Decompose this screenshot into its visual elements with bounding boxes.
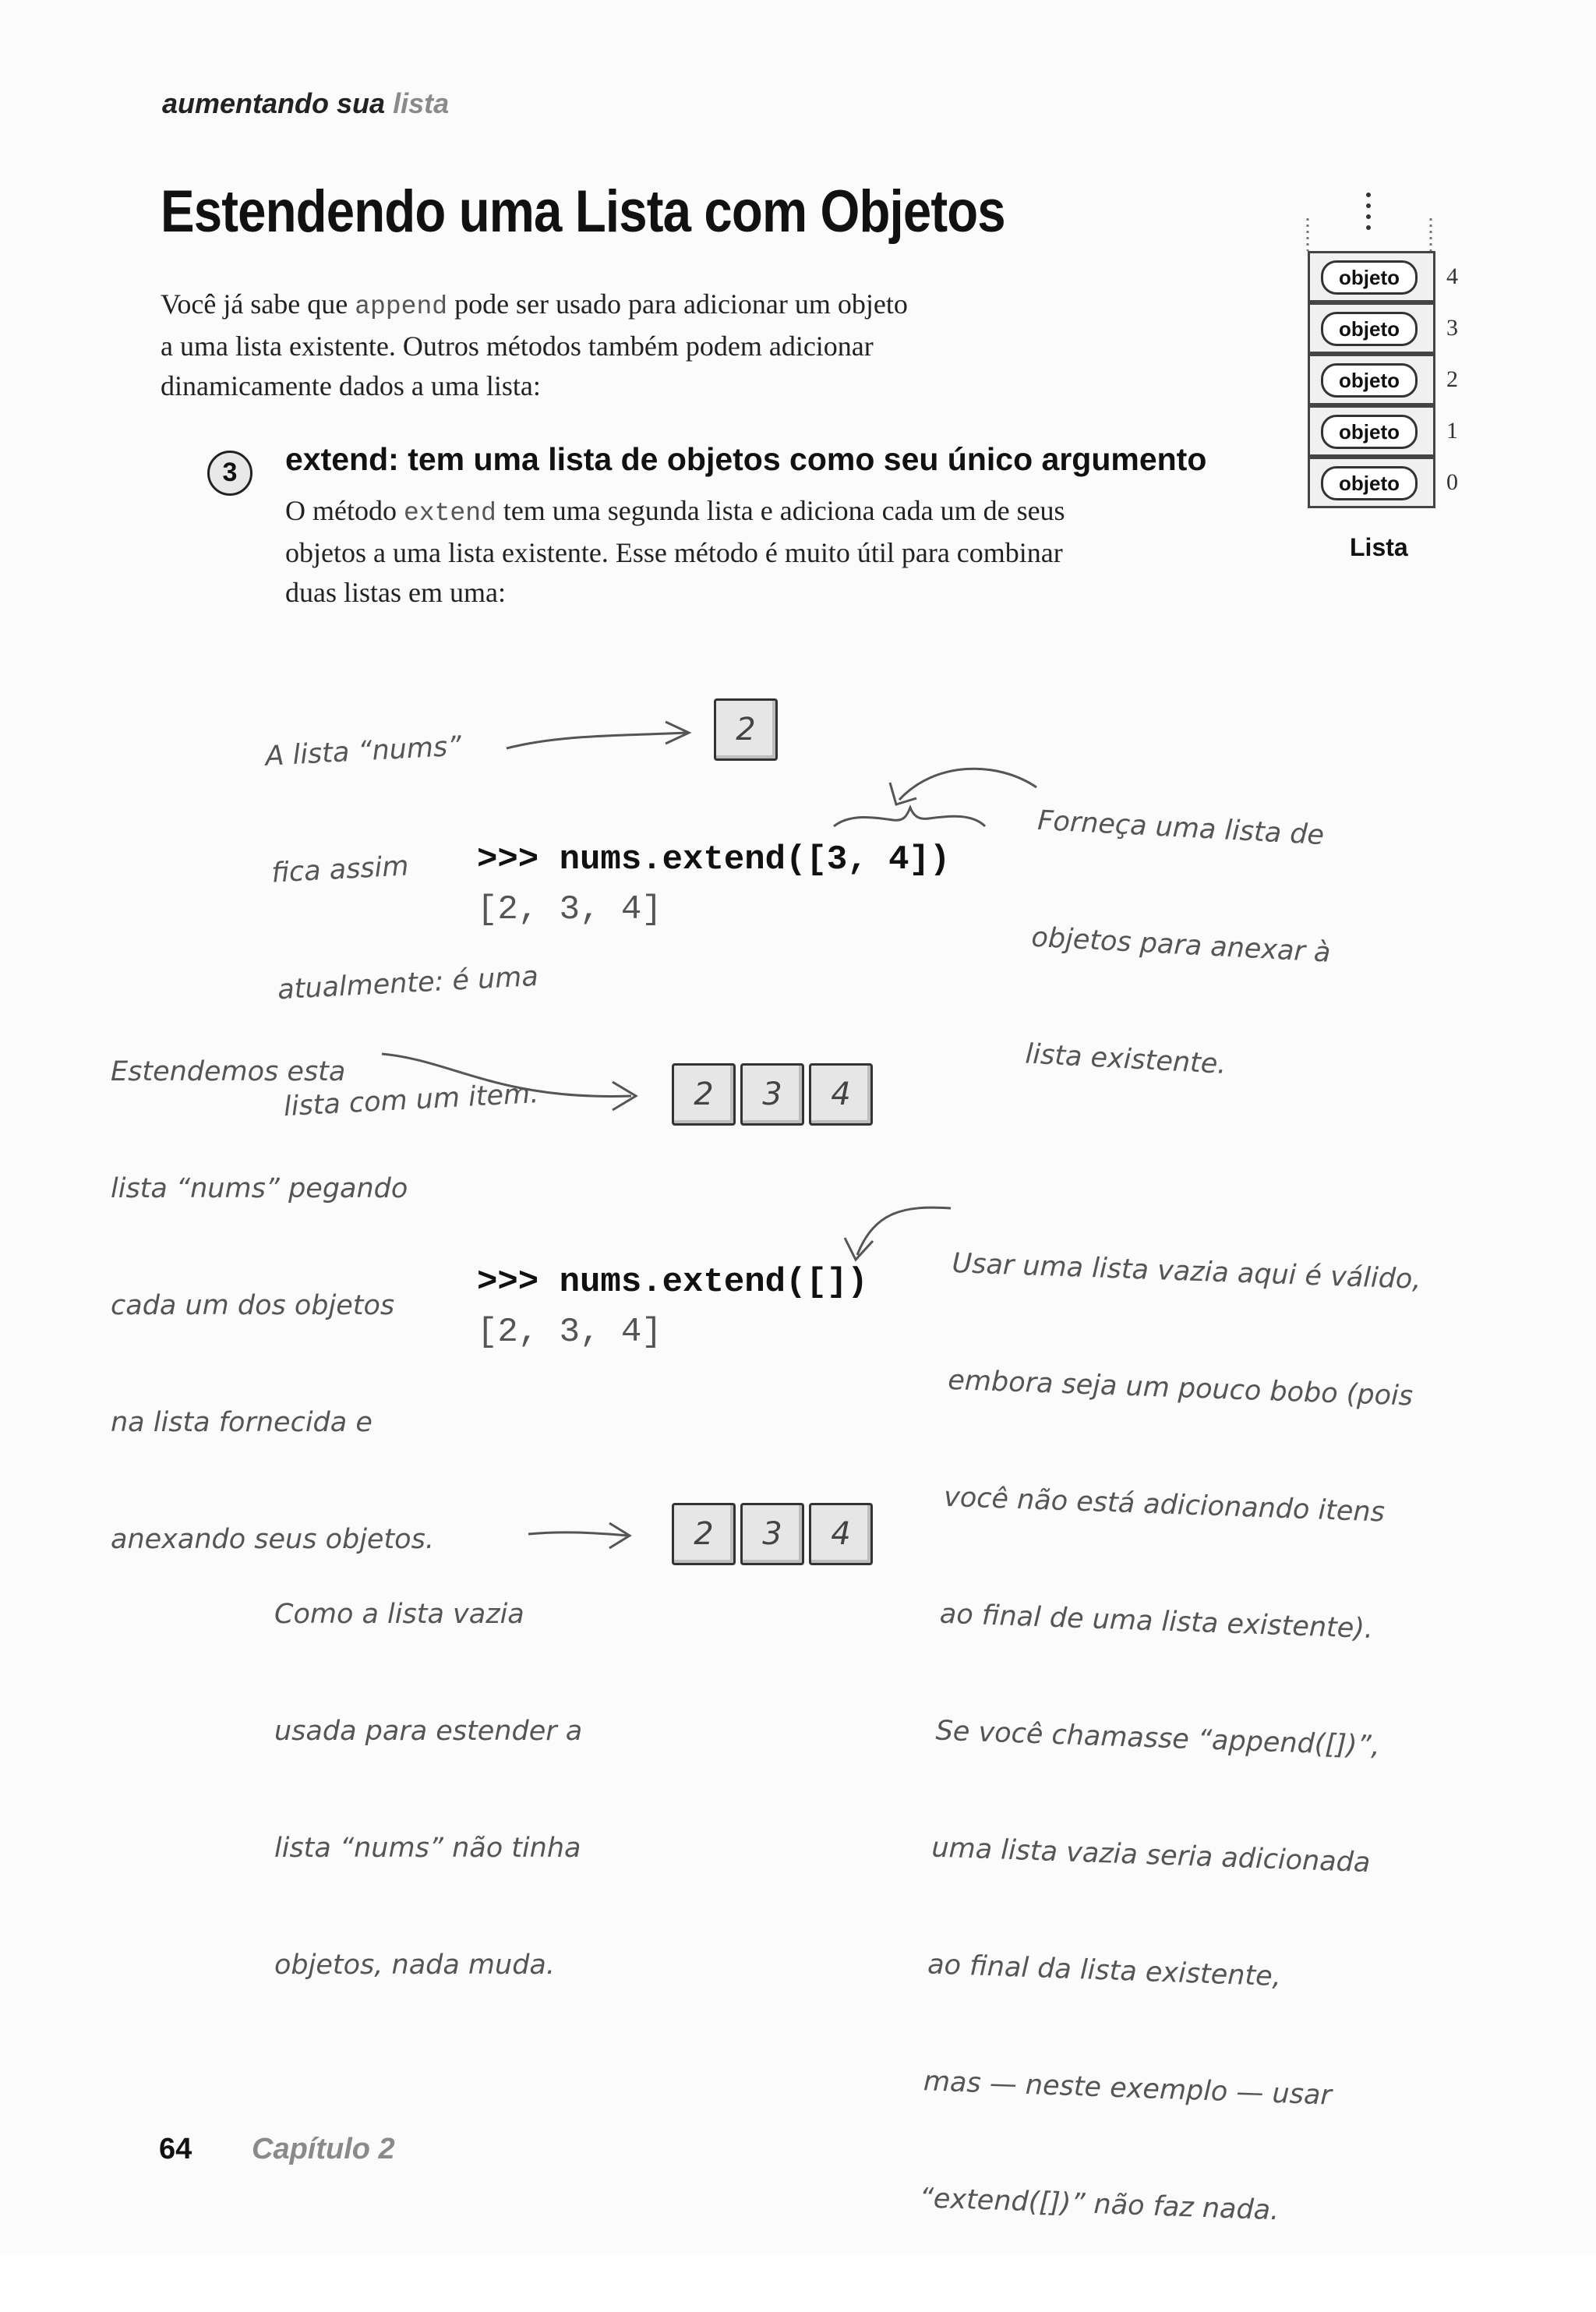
code-output: [2, 3, 4] [477, 1313, 662, 1352]
chapter-label: Capítulo 2 [252, 2133, 395, 2165]
note-line: usada para estender a [274, 1716, 583, 1747]
list-cell [1308, 251, 1435, 302]
arrow-to-initial-box [499, 709, 701, 756]
note-line: atualmente: é uma [277, 960, 539, 1006]
running-head [162, 87, 449, 120]
note-line: Forneça uma lista de [1036, 804, 1326, 852]
list-box: 2 [714, 698, 778, 761]
code-command: >>> nums.extend([3, 4]) [477, 840, 951, 879]
list-box: 2 [672, 1063, 736, 1126]
note-line: Usar uma lista vazia aqui é válido, [951, 1247, 1422, 1296]
note-line: uma lista vazia seria adicionada [930, 1832, 1372, 1879]
note-provide-list [1020, 723, 1342, 1167]
note-line: objetos, nada muda. [274, 1950, 555, 1981]
code-command: >>> nums.extend([]) [477, 1263, 868, 1302]
page-number: 64 [159, 2133, 192, 2165]
list-box: 3 [740, 1503, 804, 1565]
list-cell [1308, 405, 1435, 457]
code-output: [2, 3, 4] [477, 890, 662, 929]
list-cell [1308, 354, 1435, 405]
list-box: 2 [672, 1503, 736, 1565]
intro-text: dinamicamente dados a uma lista: [161, 370, 541, 401]
note-line: você não está adicionando itens [943, 1481, 1386, 1529]
step-heading: extend: tem uma lista de objetos como seu único argumento [285, 441, 1207, 477]
arrow-to-unchanged-list [522, 1515, 639, 1554]
arrow-to-extended-list [374, 1045, 655, 1122]
note-line: ao final de uma lista existente). [939, 1598, 1374, 1646]
list-label: Lista [1350, 533, 1408, 561]
list-continuation-marks [1301, 187, 1442, 251]
note-line: Se você chamasse “append([])”, [934, 1715, 1381, 1762]
list-index: 3 [1446, 315, 1458, 341]
list-cell [1308, 302, 1435, 354]
object-pill: objeto [1321, 312, 1418, 346]
step-text: O método [285, 495, 404, 526]
list-box: 4 [809, 1503, 873, 1565]
step-text: tem uma segunda lista e adiciona cada um de seus [496, 495, 1065, 526]
intro-text: Você já sabe que [161, 288, 355, 320]
brace-arrow [818, 753, 1052, 839]
intro-text: pode ser usado para adicionar um objeto [447, 288, 908, 320]
list-box: 4 [809, 1063, 873, 1126]
note-line: lista “nums” pegando [111, 1173, 408, 1204]
inline-code-extend: extend [403, 499, 496, 528]
note-line: anexando seus objetos. [111, 1524, 434, 1555]
running-head-accent: lista [393, 87, 450, 119]
object-pill: objeto [1321, 260, 1418, 295]
step-body [285, 491, 1228, 613]
note-line: fica assim [270, 850, 410, 889]
note-empty-list [916, 1166, 1424, 2312]
note-line: mas — neste exemplo — usar [923, 2066, 1333, 2112]
list-index: 1 [1446, 418, 1458, 444]
note-line: lista existente. [1024, 1038, 1227, 1080]
object-pill: objeto [1321, 415, 1418, 449]
note-line: A lista “nums” [264, 730, 463, 772]
intro-paragraph [161, 285, 1096, 406]
step-number-badge: 3 [207, 451, 252, 496]
page-title: Estendendo uma Lista com Objetos [161, 179, 1005, 245]
note-line: na lista fornecida e [111, 1407, 373, 1438]
note-line: “extend([])” não faz nada. [919, 2183, 1280, 2227]
note-line: ao final da lista existente, [927, 1949, 1282, 1993]
note-line: Estendemos esta [111, 1056, 346, 1087]
arrow-to-empty-extend [834, 1193, 959, 1271]
step-text: duas listas em uma: [285, 577, 506, 608]
note-line: Como a lista vazia [274, 1599, 524, 1630]
intro-text: a uma lista existente. Outros métodos também podem adicionar [161, 331, 874, 362]
note-line: embora seja um pouco bobo (pois [947, 1364, 1414, 1412]
note-line: cada um dos objetos [111, 1290, 395, 1321]
inline-code-append: append [355, 292, 448, 321]
note-line: lista “nums” não tinha [274, 1833, 581, 1864]
list-index: 2 [1446, 366, 1458, 392]
list-index: 0 [1446, 469, 1458, 495]
object-pill: objeto [1321, 363, 1418, 398]
note-line: objetos para anexar à [1030, 921, 1332, 969]
note-nothing-changes [274, 1517, 582, 2063]
list-cell [1308, 457, 1435, 508]
object-pill: objeto [1321, 466, 1418, 500]
list-box: 3 [740, 1063, 804, 1126]
running-head-main: aumentando sua [162, 87, 394, 119]
note-line: lista com um item. [283, 1078, 540, 1123]
list-index: 4 [1446, 263, 1458, 289]
step-text: objetos a uma lista existente. Esse método é muito útil para combinar [285, 537, 1063, 568]
